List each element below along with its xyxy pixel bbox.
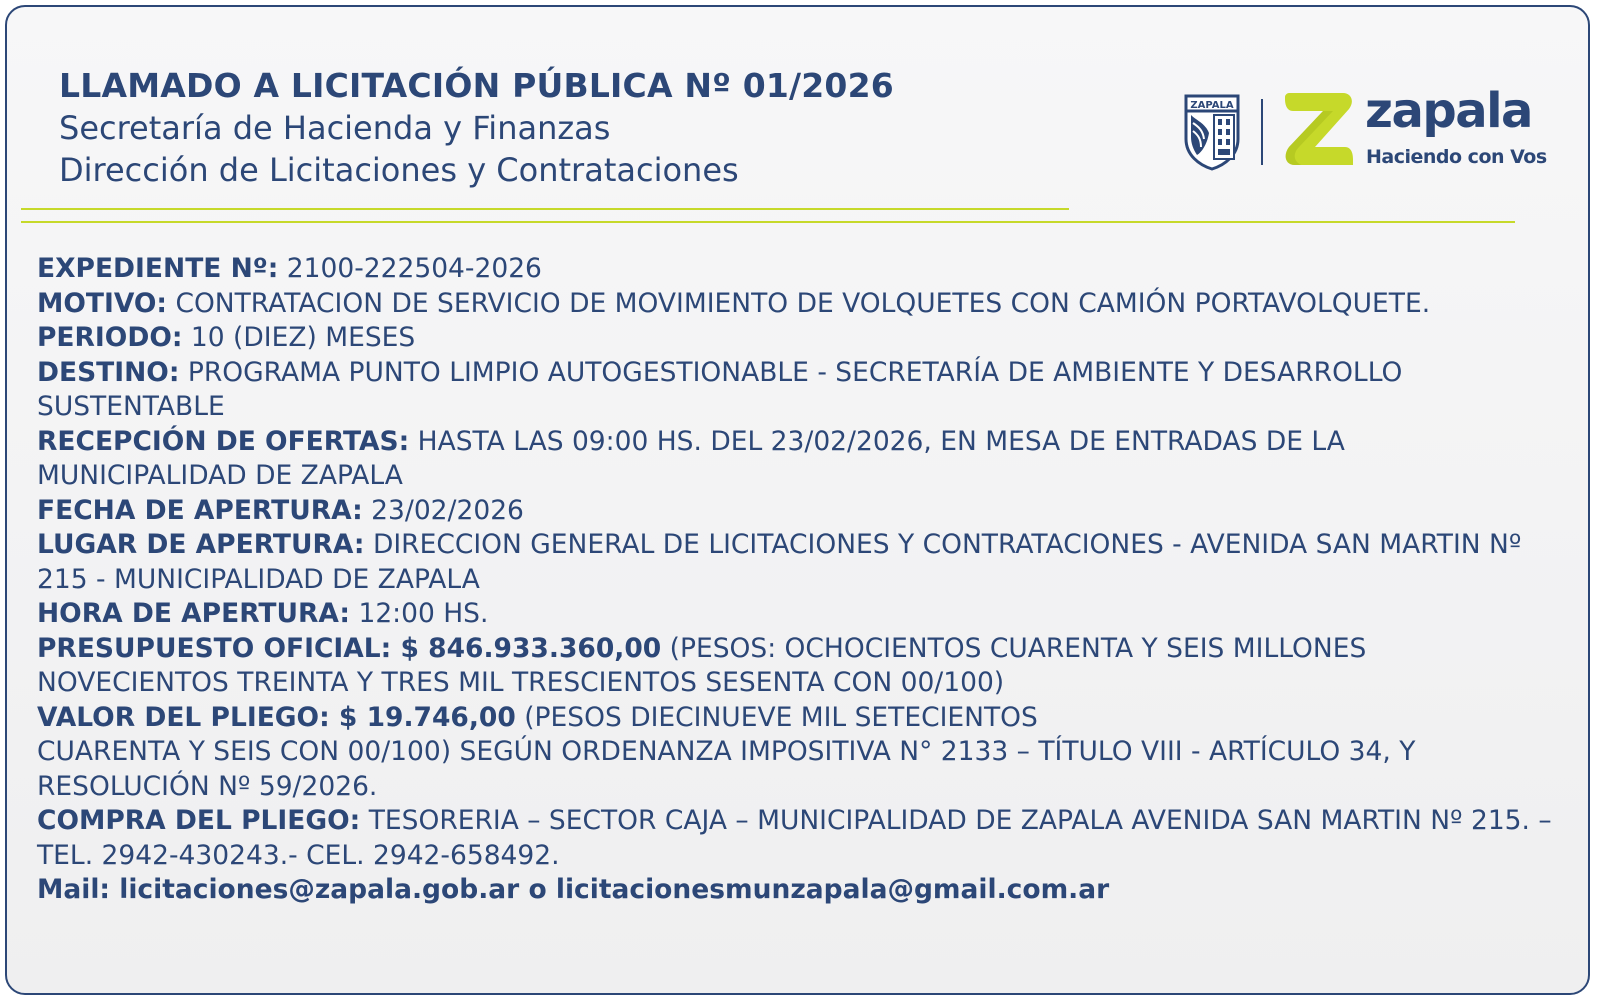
detail-compra-pliego <box>37 804 1557 873</box>
detail-fecha-apertura <box>37 494 1557 529</box>
detail-hora-apertura <box>37 597 1557 632</box>
detail-label: HORA DE APERTURA: <box>37 598 351 629</box>
detail-value: HASTA LAS 09:00 HS. DEL 23/02/2026, EN MESA DE ENTRADAS DE LA MUNICIPALIDAD DE ZAPALA <box>37 425 1345 491</box>
notice-details <box>37 252 1557 908</box>
detail-recepcion <box>37 425 1557 494</box>
zapala-shield-icon <box>1183 93 1241 171</box>
detail-value: 12:00 HS. <box>350 598 489 629</box>
detail-valor-pliego <box>37 701 1557 805</box>
detail-expediente <box>37 252 1557 287</box>
detail-value: CUARENTA Y SEIS CON 00/100) SEGÚN ORDENANZA IMPOSITIVA N° 2133 – TÍTULO VIII - ARTÍCULO 34, Y RESOLUCIÓN Nº 59/2026. <box>37 736 1416 802</box>
detail-motivo <box>37 287 1557 322</box>
detail-value: PROGRAMA PUNTO LIMPIO AUTOGESTIONABLE - SECRETARÍA DE AMBIENTE Y DESARROLLO SUSTENTABLE <box>37 356 1403 422</box>
detail-value: DIRECCION GENERAL DE LICITACIONES Y CONTRATACIONES - AVENIDA SAN MARTIN Nº 215 - MUNICIPALIDAD DE ZAPALA <box>37 529 1522 595</box>
brand-tagline: Haciendo con Vos <box>1366 146 1547 168</box>
detail-label: EXPEDIENTE Nº: <box>37 253 279 284</box>
tender-notice-card <box>5 5 1590 995</box>
shield-text: ZAPALA <box>1190 100 1234 111</box>
detail-destino <box>37 356 1557 425</box>
detail-value: 10 (DIEZ) MESES <box>182 322 416 353</box>
detail-lugar-apertura <box>37 528 1557 597</box>
zapala-z-mark-icon <box>1283 89 1355 169</box>
detail-value: (PESOS: OCHOCIENTOS CUARENTA Y SEIS MILLONES NOVECIENTOS TREINTA Y TRES MIL TRESCIENTOS SESENTA CON 00/100) <box>37 632 1367 698</box>
header-rule-long <box>21 221 1515 223</box>
detail-label: DESTINO: <box>37 356 180 388</box>
logo-block <box>1183 83 1553 175</box>
detail-value: TESORERIA – SECTOR CAJA – MUNICIPALIDAD DE ZAPALA AVENIDA SAN MARTIN Nº 215. – TEL. 2942-430243.- CEL. 2942-658492. <box>37 805 1552 871</box>
detail-value: CONTRATACION DE SERVICIO DE MOVIMIENTO DE VOLQUETES CON CAMIÓN PORTAVOLQUETE. <box>167 287 1431 319</box>
detail-label: RECEPCIÓN DE OFERTAS: <box>37 425 410 457</box>
detail-value: 2100-222504-2026 <box>278 253 542 284</box>
logo-divider <box>1261 99 1263 165</box>
detail-label: COMPRA DEL PLIEGO: <box>37 805 361 836</box>
detail-label: PRESUPUESTO OFICIAL: $ 846.933.360,00 <box>37 632 662 664</box>
contact-mail: Mail: licitaciones@zapala.gob.ar o licitacionesmunzapala@gmail.com.ar <box>37 874 1110 905</box>
detail-presupuesto <box>37 632 1557 701</box>
detail-label: FECHA DE APERTURA: <box>37 494 363 526</box>
detail-periodo <box>37 321 1557 356</box>
notice-subtitle-secretaria: Secretaría de Hacienda y Finanzas <box>59 109 611 147</box>
detail-value: (PESOS DIECINUEVE MIL SETECIENTOS <box>515 701 1038 733</box>
detail-label: LUGAR DE APERTURA: <box>37 529 365 560</box>
header-rule-short <box>21 208 1069 210</box>
detail-value: 23/02/2026 <box>362 494 524 526</box>
notice-title: LLAMADO A LICITACIÓN PÚBLICA Nº 01/2026 <box>59 66 894 105</box>
notice-subtitle-direccion: Dirección de Licitaciones y Contrataciones <box>59 151 739 189</box>
detail-mail <box>37 873 1557 908</box>
detail-label: PERIODO: <box>37 322 183 353</box>
brand-wordmark: zapala <box>1365 83 1532 139</box>
notice-header <box>59 65 894 191</box>
detail-label: MOTIVO: <box>37 287 168 319</box>
detail-label: VALOR DEL PLIEGO: $ 19.746,00 <box>37 701 516 733</box>
